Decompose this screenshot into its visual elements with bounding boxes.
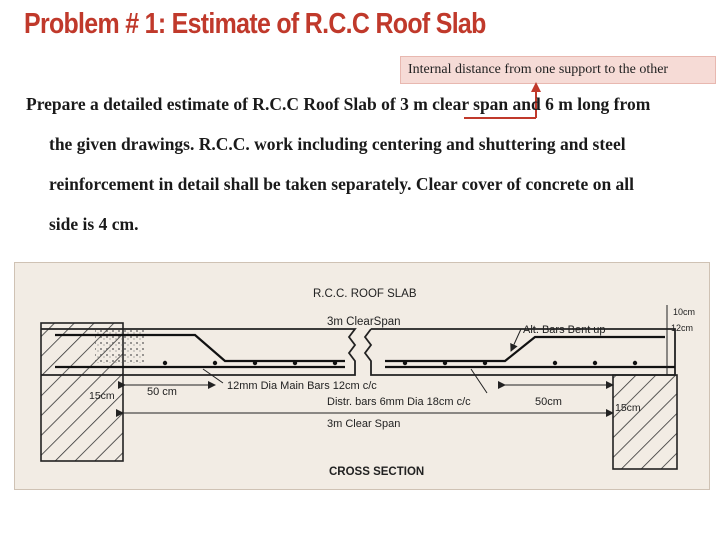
bent-up-bar-right — [385, 337, 665, 361]
right-wall — [613, 375, 677, 469]
paragraph-line-3: reinforcement in detail shall be taken separately. Clear cover of concrete on all — [49, 174, 635, 194]
slide-title: Problem # 1: Estimate of R.C.C Roof Slab — [24, 8, 486, 40]
distr-bars-label: Distr. bars 6mm Dia 18cm c/c — [327, 396, 471, 408]
alt-bars-leader — [511, 329, 521, 351]
slab-right-half — [365, 329, 675, 375]
dim-10cm-label: 10cm — [673, 307, 696, 317]
cross-section-label: CROSS SECTION — [329, 466, 425, 478]
main-bars-leader — [203, 369, 223, 383]
left-50cm-label: 50 cm — [147, 386, 177, 398]
paragraph-line-2: the given drawings. R.C.C. work including centering and shuttering and steel — [49, 134, 626, 154]
cross-section-drawing — [14, 262, 710, 490]
paragraph-line-1: Prepare a detailed estimate of R.C.C Roof Slab of 3 m clear span and 6 m long from — [26, 94, 651, 114]
drawing-title: R.C.C. ROOF SLAB — [313, 288, 417, 300]
distr-bars-leader — [471, 369, 487, 393]
clear-span-top-label: 3m ClearSpan — [327, 316, 401, 328]
main-bars-label: 12mm Dia Main Bars 12cm c/c — [227, 380, 377, 392]
right-50cm-label: 50cm — [535, 396, 562, 408]
left-bearing-label: 15cm — [89, 390, 115, 402]
cross-section-svg — [15, 263, 710, 490]
right-bearing-label: 15cm — [615, 402, 641, 414]
callout-arrow-head — [531, 82, 541, 92]
alt-bars-label: Alt. Bars Bent up — [523, 324, 606, 336]
clear-span-bottom-label: 3m Clear Span — [327, 418, 401, 430]
dim-12cm-label: 12cm — [671, 323, 694, 333]
callout-box: Internal distance from one support to the other — [400, 56, 716, 84]
paragraph-line-4: side is 4 cm. — [49, 214, 139, 234]
